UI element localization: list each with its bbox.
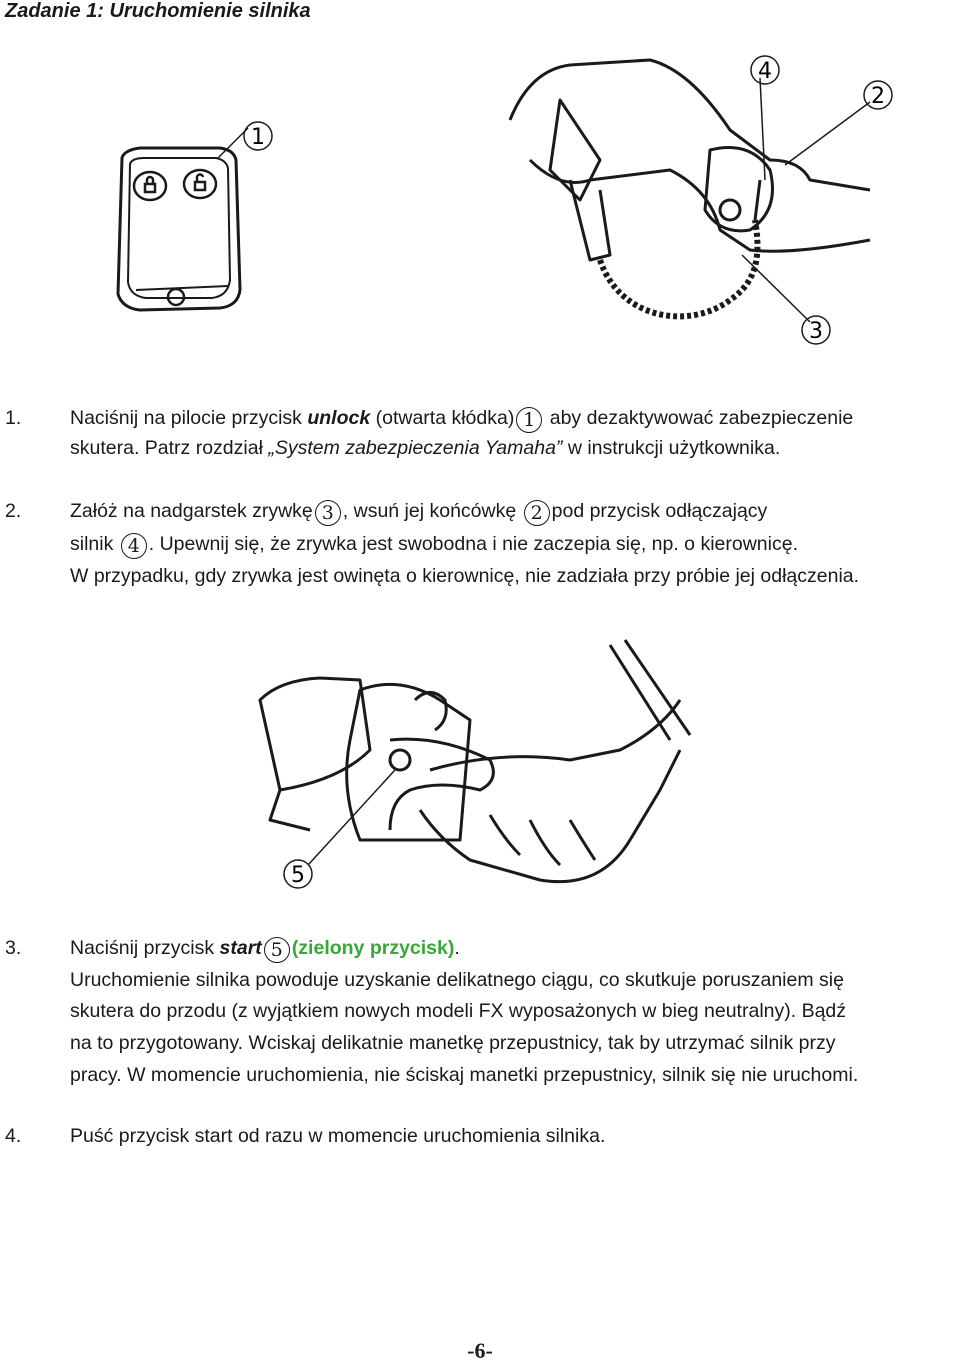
step-3-line-5: pracy. W momencie uruchomienia, nie ściskaj manetki przepustnicy, silnik się nie uruchomi. [70,1064,859,1086]
callout-1: 1 [251,125,265,150]
step-1-line-1: Naciśnij na pilocie przycisk unlock (otwarta kłódka) 1 aby dezaktywować zabezpieczenie [70,407,854,431]
hand-start-illustration [240,640,700,910]
step-2-number: 2. [5,500,22,522]
remote-illustration [100,110,290,320]
step-2-line-2: silnik 4 . Upewnij się, że zrywka jest swobodna i nie zaczepia się, np. o kierownicę. [70,533,798,557]
step-2-line-1: Załóż na nadgarstek zrywkę 3 , wsuń jej końcówkę 2 pod przycisk odłączający [70,500,768,524]
callout-3-inline: 3 [315,500,341,526]
step-2-line-3: W przypadku, gdy zrywka jest owinęta o kierownicę, nie zadziała przy próbie jej odłączenia. [70,565,860,587]
callout-2-inline: 2 [524,500,550,526]
step-3-line-1: Naciśnij przycisk start 5 (zielony przycisk). [70,937,460,961]
page-title: Zadanie 1: Uruchomienie silnika [5,0,311,22]
page-number: -6- [467,1338,493,1363]
step-4-line-1: Puść przycisk start od razu w momencie uruchomienia silnika. [70,1125,606,1147]
wrist-lanyard-illustration [470,40,890,360]
callout-3: 3 [809,319,823,344]
step-4-number: 4. [5,1125,22,1147]
step-3-line-2: Uruchomienie silnika powoduje uzyskanie delikatnego ciągu, co skutkuje poruszaniem się [70,969,844,991]
callout-4: 4 [758,59,772,84]
green-button-note: (zielony przycisk) [291,937,455,959]
step-1-line-2: skutera. Patrz rozdział „System zabezpieczenia Yamaha” w instrukcji użytkownika. [70,437,781,459]
step-3-number: 3. [5,937,22,959]
callout-2: 2 [871,84,885,109]
step-3-line-4: na to przygotowany. Wciskaj delikatnie manetkę przepustnicy, tak by utrzymać silnik przy [70,1032,836,1054]
callout-5: 5 [291,863,305,888]
callout-4-inline: 4 [121,533,147,559]
step-1-number: 1. [5,407,22,429]
callout-5-inline: 5 [264,937,290,963]
step-3-line-3: skutera do przodu (z wyjątkiem nowych modeli FX wyposażonych w bieg neutralny). Bądź [70,1000,847,1022]
callout-1-inline: 1 [516,407,542,433]
